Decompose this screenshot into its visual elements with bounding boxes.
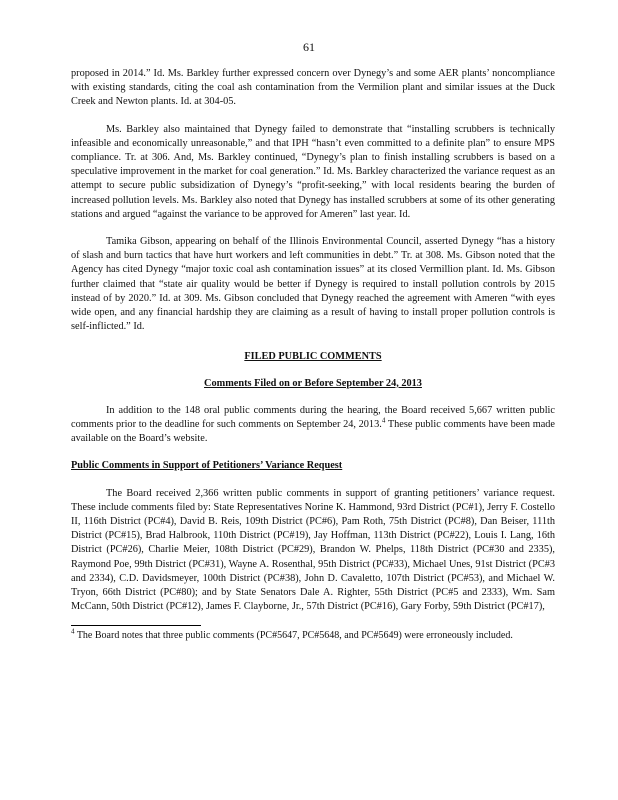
footnote-number: 4 bbox=[71, 627, 75, 636]
paragraph-barkley-concern: proposed in 2014.” Id. Ms. Barkley further expressed concern over Dynegy’s and some AER plants’ noncompliance with existing standards, citing the coal ash contamination from the Vermilion plant and similar issues at the Duck Creek and Newton plants. Id. at 304-05. bbox=[71, 68, 555, 108]
heading-public-comments-support: Public Comments in Support of Petitioners’ Variance Request bbox=[71, 460, 343, 472]
page-body bbox=[71, 67, 555, 642]
paragraph-comments-received bbox=[71, 404, 555, 447]
heading-comments-filed-before: Comments Filed on or Before September 24, 2013 bbox=[204, 377, 422, 389]
paragraph-barkley-scrubbers: Ms. Barkley also maintained that Dynegy failed to demonstrate that “installing scrubbers is technically infeasible and economically unreasonable,” and that IPH “hasn’t even committed to a definite plan” to ensure MPS compliance. Tr. at 306. And, Ms. Barkley continued, “Dynegy’s plan to finish installing scrubbers is based on a speculative improvement in the market for coal generation.” Id. Ms. Barkley characterized the variance request as an attempt to secure public subsidization of Dynegy’s “profit-seeking,” with local residents bearing the burden of increased pollution levels. Ms. Barkley also noted that Dynegy has installed scrubbers at some of its other generating stations and argued “against the variance to be approved for Ameren” last year. Id. bbox=[71, 123, 555, 220]
paragraph-support-comments: The Board received 2,366 written public comments in support of granting petitioners’ variance request. These include comments filed by: State Representatives Norine K. Hammond, 93rd District (PC#1), Jerry F. Costello II, 116th District (PC#4), David B. Reis, 109th District (PC#6), Pam Roth, 75th District (PC#8), Dan Beiser, 111th District (PC#15), Brad Halbrook, 110th District (PC#19), Jay Hoffman, 113th District (PC#22), Louis I. Lang, 16th District (PC#26), Charlie Meier, 108th District (PC#29), Brandon W. Phelps, 118th District (PC#30 and 2335), Raymond Poe, 99th District (PC#31), Wayne A. Rosenthal, 95th District (PC#33), Michael Unes, 91st District (PC#3 and 2334), C.D. Davidsmeyer, 100th District (PC#38), John D. Cavaletto, 107th District (PC#53), and Michael W. Tryon, 66th District (PC#80); and by State Senators Dale A. Righter, 55th District (PC#5 and 2333), Wm. Sam McCann, 50th District (PC#12), James F. Clayborne, Jr., 57th District (PC#16), Gary Forby, 59th District (PC#17), bbox=[71, 487, 555, 613]
comments-received-text: In addition to the 148 oral public comments during the hearing, the Board received 5,667 written public comments prior to the deadline for such comments on September 24, 2013. bbox=[71, 404, 555, 431]
footnote bbox=[71, 629, 555, 642]
comments-website-text: These public comments have been made available on the Board’s website. bbox=[71, 419, 556, 445]
footnote-divider bbox=[71, 625, 201, 626]
footnote-text: The Board notes that three public comments (PC#5647, PC#5648, and PC#5649) were erroneously included. bbox=[76, 629, 513, 641]
heading-filed-public-comments: FILED PUBLIC COMMENTS bbox=[244, 351, 382, 363]
page-number: 61 bbox=[303, 40, 315, 54]
footnote-reference: 4 bbox=[381, 416, 386, 425]
paragraph-gibson: Tamika Gibson, appearing on behalf of the Illinois Environmental Council, asserted Dynegy “has a history of slash and burn tactics that have hurt workers and left communities in debt.” Tr. at 308. Ms. Gibson noted that the Agency has cited Dynegy “major toxic coal ash contamination issues” at its closed Vermillion plant. Id. Ms. Gibson further claimed that “state air quality would be better if Dynegy is required to install pollution controls by 2015 instead of by 2020.” Id. at 309. Ms. Gibson concluded that Dynegy reached the agreement with Ameren “with eyes wide open, and any financial hardship they are claiming as a result of having to install proper pollution controls is self-inflicted.” Id. bbox=[71, 236, 555, 333]
